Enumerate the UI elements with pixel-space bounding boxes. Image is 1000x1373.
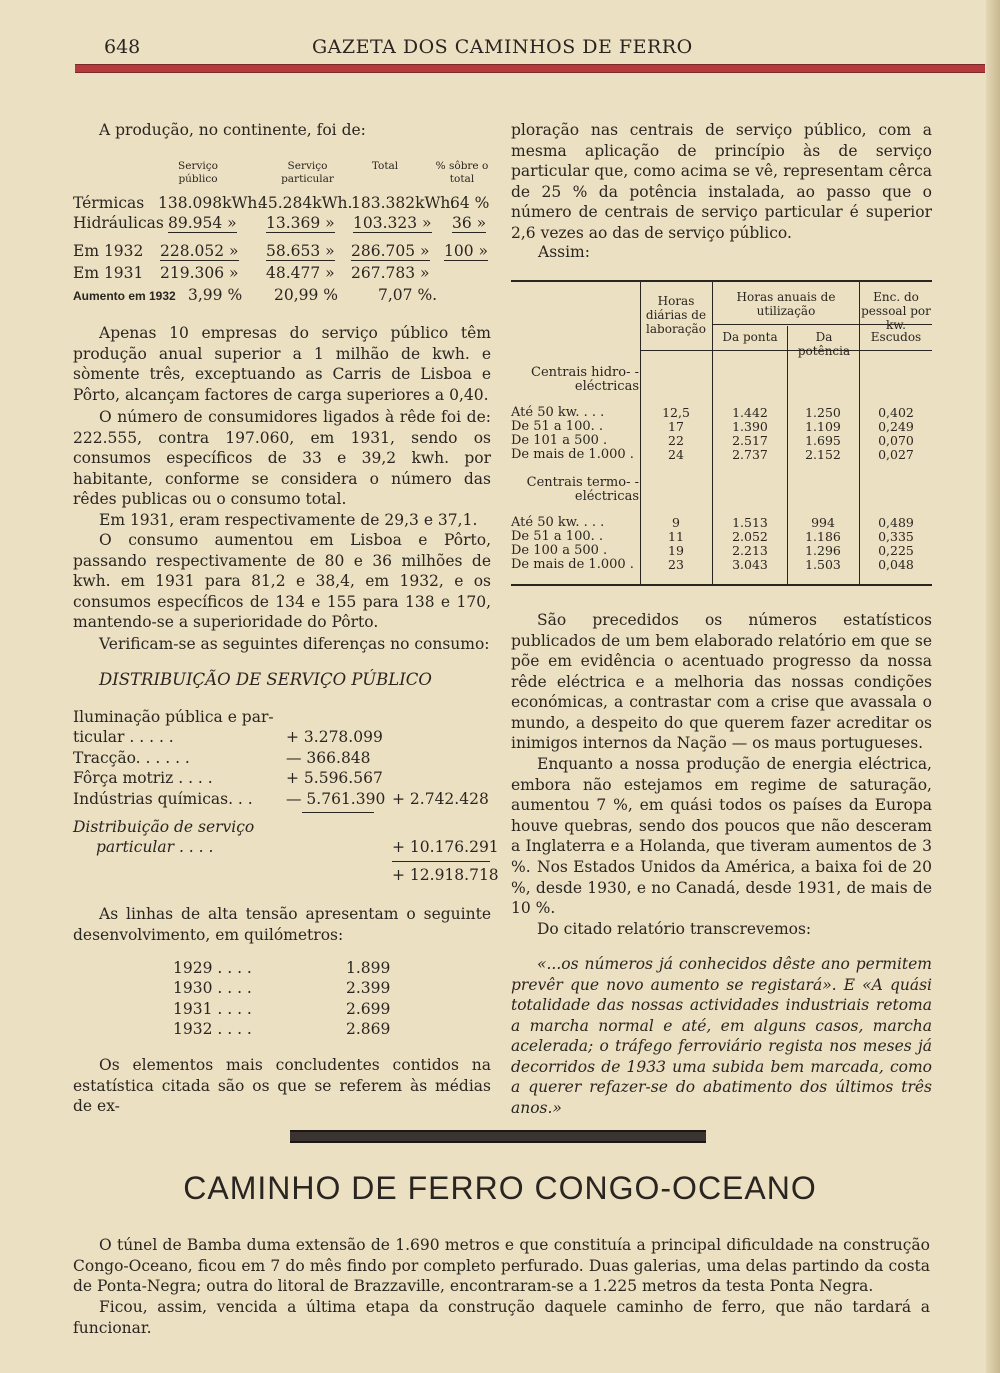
dist-grand-total: + 12.918.718: [392, 866, 499, 884]
prod-row-hidraulicas-c1: 89.954 »: [168, 214, 237, 232]
paragraph-transcrevemos: Do citado relatório transcrevemos:: [537, 920, 812, 938]
prod-row-1932-label: Em 1932: [73, 242, 144, 260]
paragraph-estados-unidos: Nos Estados Unidos da América, a baixa foi de 20 %, desde 1930, e no Canadá, desde 1931, de mais de 10 %.: [511, 858, 932, 917]
prod-row-termicas-label: Térmicas: [73, 194, 145, 212]
paragraph-consumo: O consumo aumentou em Lisboa e Pôrto, passando respectivamente de 80 e 36 milhões de kwh. em 1931 para 81,2 e 38,4, em 1932, e os consumos específicos de 134 e 155 para 138 e 170, mantendo-se a superioridade do Pôrto.: [73, 531, 491, 631]
g1-row1-horas: 12,5: [662, 405, 690, 420]
prod-row-1932-c4: 100 »: [444, 242, 488, 260]
g1-row2-horas: 17: [668, 419, 684, 434]
g1-row1-label: Até 50 kw. . . .: [511, 405, 605, 420]
lines-km-1930: 2.399: [346, 979, 391, 997]
prod-row-hidraulicas-c3: 103.323 »: [353, 214, 432, 232]
dist-traccao-value: — 366.848: [286, 749, 371, 767]
g2-row2-horas: 11: [668, 529, 684, 544]
table-bottom-rule: [511, 584, 932, 586]
section-heading-distribuicao: DISTRIBUIÇÃO DE SERVIÇO PÚBLICO: [99, 670, 432, 689]
g1-row4-escudos: 0,027: [878, 447, 914, 462]
header-rule: [75, 64, 985, 73]
dist-industrias-label: Indústrias químicas. . .: [73, 790, 253, 808]
page-header-title: GAZETA DOS CAMINHOS DE FERRO: [312, 36, 693, 58]
prod-row-hidraulicas-c4: 36 »: [452, 214, 487, 232]
dist-iluminacao-value: + 3.278.099: [286, 728, 383, 746]
lines-year-1929: 1929 . . . .: [173, 959, 252, 977]
dist-industrias-value: — 5.761.390: [286, 790, 386, 808]
g2-row3-potencia: 1.296: [805, 543, 841, 558]
prod-row-1932-c3: 286.705 »: [351, 242, 430, 260]
prod-row-aumento-c3: 7,07 %.: [378, 286, 438, 304]
g2-row2-escudos: 0,335: [878, 529, 914, 544]
prod-header-percent: % sôbre o total: [435, 160, 489, 185]
intro-text: A produção, no continente, foi de:: [99, 121, 366, 139]
g1-row1-potencia: 1.250: [805, 405, 841, 420]
prod-row-hidraulicas-label: Hidráulicas: [73, 214, 164, 232]
g1-row1-escudos: 0,402: [878, 405, 914, 420]
prod-row-1931-c3: 267.783 »: [351, 264, 430, 282]
dist-iluminacao-line1: Iluminação pública e par-: [73, 708, 274, 726]
prod-row-termicas-c2: 45.284kWh.: [258, 194, 353, 212]
prod-header-particular: Serviço particular: [281, 160, 334, 185]
dist-total-rule: [392, 861, 490, 862]
paragraph-elementos: Os elementos mais concludentes contidos na estatística citada são os que se referem às médias de ex-: [73, 1056, 491, 1115]
dist-particular-line2: particular . . . .: [96, 838, 214, 856]
table-top-rule: [511, 280, 932, 282]
dist-iluminacao-line2: ticular . . . . .: [73, 728, 174, 746]
th-enc-pessoal: Enc. do pessoal por kw.: [861, 290, 931, 332]
lines-km-1931: 2.699: [346, 1000, 391, 1018]
g1-row3-label: De 101 a 500 .: [511, 433, 608, 448]
g2-row4-horas: 23: [668, 557, 684, 572]
article-divider: [290, 1130, 706, 1143]
g1-row2-label: De 51 a 100. .: [511, 419, 604, 434]
g1-row3-ponta: 2.517: [732, 433, 768, 448]
g2-row2-label: De 51 a 100. .: [511, 529, 604, 544]
stats-table: [511, 280, 932, 586]
prod-header-total: Total: [371, 160, 399, 172]
lines-year-1930: 1930 . . . .: [173, 979, 252, 997]
g1-row4-potencia: 2.152: [805, 447, 841, 462]
g2-row4-ponta: 3.043: [732, 557, 768, 572]
g2-row4-escudos: 0,048: [878, 557, 914, 572]
g2-row1-ponta: 1.513: [732, 515, 768, 530]
g1-row3-horas: 22: [668, 433, 684, 448]
prod-row-1932-c2: 58.653 »: [266, 242, 335, 260]
th-horas-diarias: Horas diárias de laboração: [645, 294, 707, 336]
g1-row1-ponta: 1.442: [732, 405, 768, 420]
prod-row-aumento-c1: 3,99 %: [188, 286, 243, 304]
dist-subtotal-rule: [302, 812, 374, 813]
prod-row-hidraulicas-c2: 13.369 »: [266, 214, 335, 232]
prod-row-termicas-c3: 183.382kWh.: [351, 194, 456, 212]
g2-row3-ponta: 2.213: [732, 543, 768, 558]
g2-row3-horas: 19: [668, 543, 684, 558]
page-edge: [986, 0, 1000, 1373]
lines-year-1932: 1932 . . . .: [173, 1020, 252, 1038]
g1-row4-horas: 24: [668, 447, 684, 462]
quote-relatorio: «...os números já conhecidos dêste ano permitem prevêr que novo aumento se registará». E «A quási totalidade das nossas actividades industriais retoma a marcha normal e até, em alguns casos, marcha acelerada; o tráfego ferroviário regista nos meses já decorridos de 1933 uma subida bem marcada, como a querer refazer-se do abatimento dos últimos três anos.»: [511, 955, 932, 1117]
paragraph-consumidores: O número de consumidores ligados à rêde foi de: 222.555, contra 197.060, em 1931, sendo os consumos específicos de 33 e 39,2 kwh. por habitante, conforme se considera o número das rêdes publicas ou o consumo total.: [73, 408, 491, 508]
paragraph-1931: Em 1931, eram respectivamente de 29,3 e 37,1.: [99, 511, 478, 529]
g2-row4-label: De mais de 1.000 .: [511, 557, 634, 572]
g2-row1-label: Até 50 kw. . . .: [511, 515, 605, 530]
prod-row-aumento-c2: 20,99 %: [274, 286, 339, 304]
prod-row-termicas-c1: 138.098kWh.: [158, 194, 263, 212]
g1-row2-potencia: 1.109: [805, 419, 841, 434]
prod-row-1931-label: Em 1931: [73, 264, 144, 282]
g2-row1-potencia: 994: [811, 515, 835, 530]
group-termo-label: Centrais termo- -eléctricas: [526, 475, 639, 504]
th-horas-anuais: Horas anuais de utilização: [736, 290, 836, 318]
table-header-bottom-rule: [640, 350, 932, 351]
g2-row2-potencia: 1.186: [805, 529, 841, 544]
assim-label: Assim:: [538, 243, 590, 261]
g2-row2-ponta: 2.052: [732, 529, 768, 544]
prod-row-1932-c1: 228.052 »: [160, 242, 239, 260]
paragraph-exploracao: ploração nas centrais de serviço público, com a mesma aplicação de princípio às de serviço particular que, como acima se vê, representam cêrca de 25 % da potência instalada, ao passo que o número de centrais de serviço particular é superior 2,6 vezes ao das de serviço público.: [511, 121, 932, 242]
th-da-ponta: Da ponta: [722, 330, 778, 344]
paragraph-empresas: Apenas 10 empresas do serviço público têm produção anual superior a 1 milhão de kwh. e sòmente três, exceptuando as Carris de Lisboa e Pôrto, alcançam factores de carga superiores a 0,40.: [73, 324, 491, 404]
dist-forca-value: + 5.596.567: [286, 769, 383, 787]
g2-row3-escudos: 0,225: [878, 543, 914, 558]
paragraph-alta-tensao: As linhas de alta tensão apresentam o seguinte desenvolvimento, em quilómetros:: [73, 905, 491, 944]
article-paragraph-1: O túnel de Bamba duma extensão de 1.690 metros e que constituía a principal dificuldade na construção Congo-Oceano, ficou em 7 do mês findo por completo perfurado. Duas galerias, uma delas partindo da costa de Ponta-Negra; outra do litoral de Brazzaville, encontraram-se a 1.225 metros da testa Ponta Negra.: [73, 1236, 930, 1295]
prod-row-termicas-c4: 64 %: [450, 194, 490, 212]
th-escudos: Escudos: [870, 330, 922, 344]
g2-row1-horas: 9: [672, 515, 680, 530]
g1-row4-label: De mais de 1.000 .: [511, 447, 634, 462]
dist-particular-value: + 10.176.291: [392, 838, 499, 856]
group-hidro-label: Centrais hidro- -eléctricas: [531, 365, 639, 394]
article-paragraph-2: Ficou, assim, vencida a última etapa da construção daquele caminho de ferro, que não tardará a funcionar.: [73, 1298, 930, 1337]
g2-row4-potencia: 1.503: [805, 557, 841, 572]
paragraph-producao: Enquanto a nossa produção de energia eléctrica, embora não estejamos em regime de saturação, aumentou 7 %, em quási todos os países da Europa houve quebras, sendo dos poucos que não desceram a Inglaterra e a Holanda, que tiveram aumentos de 3 %.: [511, 755, 932, 876]
paragraph-relatorio: São precedidos os números estatísticos publicados de um bem elaborado relatório em que se põe em evidência o acentuado progresso da nossa rêde eléctrica e a melhoria das nossas condições económicas, a contrastar com a crise que avassala o mundo, a despeito do que querem fazer acreditar os inimigos internos da Nação — os maus portugueses.: [511, 611, 932, 752]
g1-row2-escudos: 0,249: [878, 419, 914, 434]
g1-row2-ponta: 1.390: [732, 419, 768, 434]
dist-publico-total: + 2.742.428: [392, 790, 489, 808]
prod-row-1931-c1: 219.306 »: [160, 264, 239, 282]
lines-year-1931: 1931 . . . .: [173, 1000, 252, 1018]
g2-row3-label: De 100 a 500 .: [511, 543, 608, 558]
dist-particular-line1: Distribuição de serviço: [73, 818, 255, 836]
g2-row1-escudos: 0,489: [878, 515, 914, 530]
page-number: 648: [104, 36, 141, 58]
paragraph-diferencas: Verificam-se as seguintes diferenças no consumo:: [99, 635, 490, 653]
g1-row4-ponta: 2.737: [732, 447, 768, 462]
g1-row3-escudos: 0,070: [878, 433, 914, 448]
g1-row3-potencia: 1.695: [805, 433, 841, 448]
prod-row-aumento-label: Aumento em 1932: [73, 289, 176, 303]
article-title: CAMINHO DE FERRO CONGO-OCEANO: [183, 1170, 817, 1206]
prod-row-1931-c2: 48.477 »: [266, 264, 335, 282]
dist-forca-label: Fôrça motriz . . . .: [73, 769, 213, 787]
dist-traccao-label: Tracção. . . . . .: [73, 749, 190, 767]
th-da-potencia: Da potência: [797, 330, 851, 358]
lines-km-1932: 2.869: [346, 1020, 391, 1038]
prod-header-publico: Serviço público: [178, 160, 218, 185]
lines-km-1929: 1.899: [346, 959, 391, 977]
